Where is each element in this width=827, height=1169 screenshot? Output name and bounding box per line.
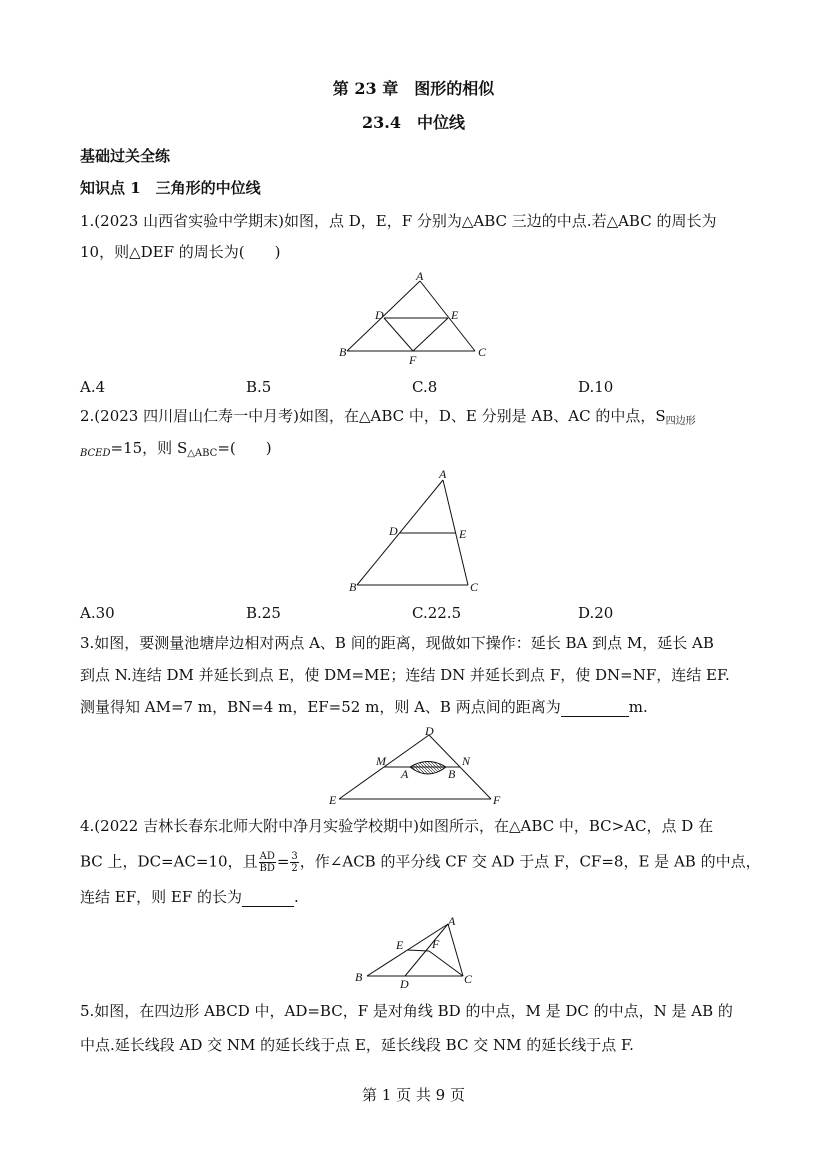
q3-label-m: M <box>376 754 386 768</box>
q2-sub-quad: 四边形 <box>665 416 696 427</box>
q4-frac2-num: 3 <box>291 851 298 862</box>
q5-line1: 5.如图，在四边形 ABCD 中，AD=BC，F 是对角线 BD 的中点，M 是 DC 的中点，N 是 AB 的 <box>80 1002 733 1020</box>
q1-label-d: D <box>375 308 384 322</box>
q2-text-c: =( ) <box>217 439 272 457</box>
q3-label-a: A <box>401 767 409 781</box>
q2-option-b[interactable]: B.25 <box>246 604 281 622</box>
q4-answer-blank[interactable] <box>242 890 294 907</box>
knowledge-heading: 知识点 1 三角形的中位线 <box>80 179 261 197</box>
q4-line1: 4.(2022 吉林长春东北师大附中净月实验学校期中)如图所示，在△ABC 中，BC>AC，点 D 在 <box>80 817 714 835</box>
q1-label-e: E <box>451 308 459 322</box>
q2-option-c[interactable]: C.22.5 <box>412 604 462 622</box>
page-footer: 第 1 页 共 9 页 <box>362 1086 465 1104</box>
q4-text-a: BC 上，DC=AC=10，且 <box>80 852 258 871</box>
q4-fraction-ad-bd <box>259 851 276 874</box>
q1-line1: 1.(2023 山西省实验中学期末)如图，点 D，E，F 分别为△ABC 三边的中点.若△ABC 的周长为 <box>80 212 717 230</box>
q1-side-ac <box>420 281 475 351</box>
q4-frac-num: AD <box>259 851 275 862</box>
q3-text: 测量得知 AM=7 m，BN=4 m，EF=52 m，则 A、B 两点间的距离为 <box>80 698 561 716</box>
chapter-title: 第 23 章 图形的相似 <box>332 79 495 98</box>
q4-frac-den: BD <box>259 863 275 874</box>
q4-text-c: 连结 EF，则 EF 的长为 <box>80 888 243 906</box>
q1-label-b: B <box>339 345 347 359</box>
q1-option-d[interactable]: D.10 <box>578 378 614 396</box>
q2-sub-abc: △ABC <box>187 448 218 459</box>
q4-label-c: C <box>464 972 473 986</box>
q4-side-ac <box>448 924 463 976</box>
q4-label-f: F <box>432 937 440 951</box>
q2-option-a[interactable]: A.30 <box>80 604 115 622</box>
q2-label-c: C <box>470 580 479 594</box>
q3-label-b: B <box>448 767 456 781</box>
q1-segment-ef <box>413 318 448 351</box>
q4-line3 <box>80 887 299 907</box>
q5-line2: 中点.延长线段 AD 交 NM 的延长线于点 E，延长线段 BC 交 NM 的延长线于点 F. <box>80 1036 634 1054</box>
q1-figure <box>330 268 500 373</box>
q4-eq: = <box>276 852 290 871</box>
q3-pond <box>410 762 446 775</box>
q2-line2 <box>80 438 272 464</box>
q4-end: . <box>294 888 299 906</box>
q1-label-a: A <box>416 269 424 283</box>
q4-fraction-3-2 <box>290 851 298 874</box>
q3-line1: 3.如图，要测量池塘岸边相对两点 A、B 间的距离，现做如下操作：延长 BA 到点 M，延长 AB <box>80 634 714 652</box>
q4-label-b: B <box>355 970 363 984</box>
q4-line2 <box>80 851 761 874</box>
q1-option-a[interactable]: A.4 <box>80 378 106 396</box>
q2-line1 <box>80 406 696 432</box>
q4-frac2-den: 2 <box>291 863 298 874</box>
q1-option-c[interactable]: C.8 <box>412 378 438 396</box>
q3-label-d: D <box>425 724 434 738</box>
q2-option-d[interactable]: D.20 <box>578 604 614 622</box>
q2-text-a: 2.(2023 四川眉山仁寿一中月考)如图，在△ABC 中，D、E 分别是 AB、AC 的中点，S <box>80 407 666 425</box>
q2-figure <box>345 466 485 596</box>
section-title: 23.4 中位线 <box>362 113 465 132</box>
q3-label-n: N <box>462 754 471 768</box>
q4-label-e: E <box>396 938 404 952</box>
q1-option-b[interactable]: B.5 <box>246 378 272 396</box>
q2-label-b: B <box>349 580 357 594</box>
q4-label-d: D <box>400 977 409 991</box>
q1-segment-df <box>384 318 413 351</box>
q3-line3 <box>80 697 648 717</box>
part-heading: 基础过关全练 <box>80 147 171 165</box>
q3-label-f: F <box>493 793 501 806</box>
q2-label-a: A <box>439 467 447 481</box>
q2-label-d: D <box>389 524 398 538</box>
q4-figure <box>345 912 485 992</box>
q3-figure <box>322 722 512 806</box>
q4-text-b: ，作∠ACB 的平分线 CF 交 AD 于点 F，CF=8，E 是 AB 的中点， <box>299 852 761 871</box>
q3-answer-blank[interactable] <box>561 700 629 717</box>
q2-label-e: E <box>459 527 467 541</box>
q2-text-b: =15，则 S <box>110 439 188 457</box>
q3-unit: m. <box>628 698 648 716</box>
q1-line2: 10，则△DEF 的周长为( ) <box>80 243 281 261</box>
q4-label-a: A <box>448 914 456 928</box>
q2-sub-bced: BCED <box>80 448 111 459</box>
q3-label-e: E <box>329 793 337 806</box>
q1-label-c: C <box>478 345 487 359</box>
q4-segment-cf <box>429 951 463 976</box>
q4-segment-ef <box>407 950 429 951</box>
q1-label-f: F <box>409 353 417 367</box>
q3-line2: 到点 N.连结 DM 并延长到点 E，使 DM=ME；连结 DN 并延长到点 F，使 DN=NF，连结 EF. <box>80 666 730 684</box>
